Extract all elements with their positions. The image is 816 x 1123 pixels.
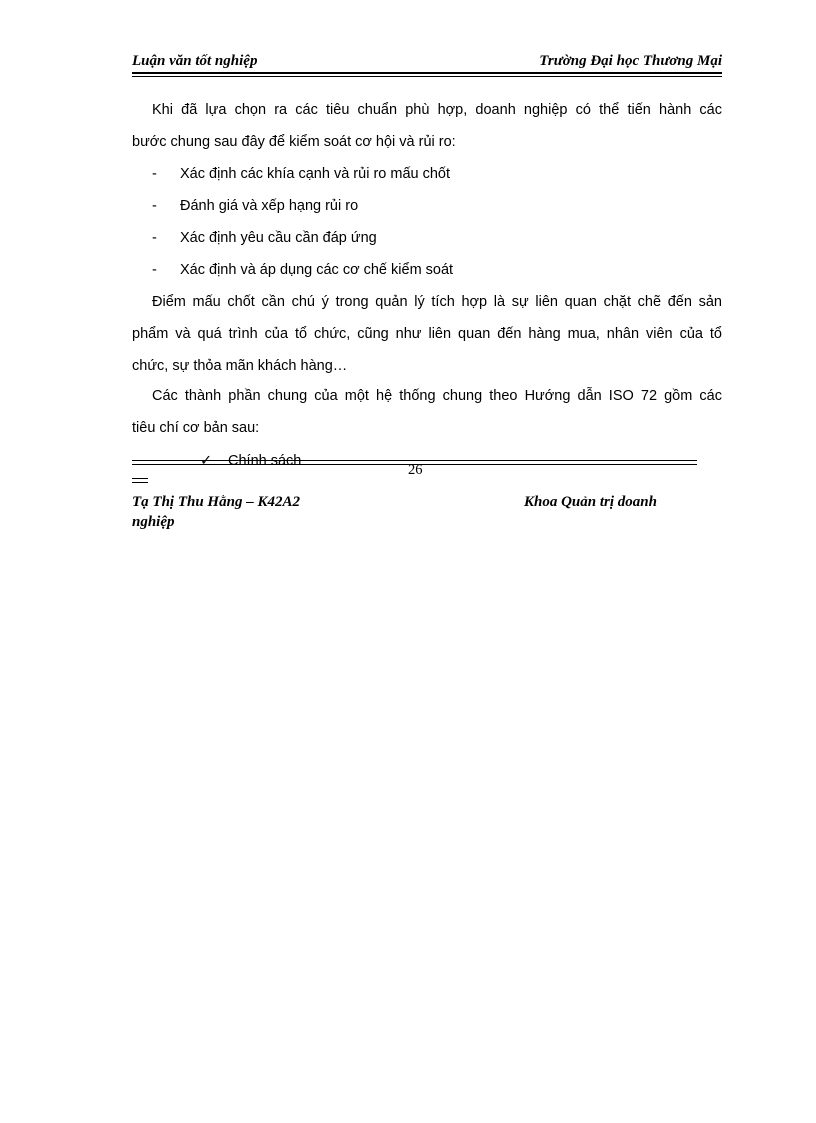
paragraph-3-line-1: Các thành phần chung của một hệ thống chung theo Hướng dẫn ISO 72 gồm các [152,388,722,404]
footer-author: Tạ Thị Thu Hằng – K42A2 [132,494,300,510]
header-thesis-label: Luận văn tốt nghiệp [132,53,258,69]
header-rule-thin [132,76,722,77]
check-item-label: Chính sách [228,453,302,469]
list-item: Xác định các khía cạnh và rủi ro mấu chốt [180,166,451,182]
paragraph-1-line-1: Khi đã lựa chọn ra các tiêu chuẩn phù hợp, doanh nghiệp có thể tiến hành các [152,102,722,118]
list-item: Xác định và áp dụng các cơ chế kiểm soát [180,262,454,278]
paragraph-2-line-2: phẩm và quá trình của tổ chức, cũng như liên quan đến hàng mua, nhân viên của tổ [132,326,722,342]
footer-faculty: Khoa Quản trị doanh [524,494,657,510]
paragraph-1-line-2: bước chung sau đây để kiểm soát cơ hội và rủi ro: [132,134,456,150]
paragraph-2-line-1: Điểm mấu chốt cần chú ý trong quản lý tích hợp là sự liên quan chặt chẽ đến sản [152,294,722,310]
paragraph-3-line-2: tiêu chí cơ bản sau: [132,420,260,436]
paragraph-2-line-3: chức, sự thỏa mãn khách hàng… [132,358,348,374]
check-icon: ✓ [200,453,213,469]
list-bullet: - [152,230,157,246]
footer-rule-short-bottom [132,482,148,483]
footer-rule-top [132,460,697,461]
list-bullet: - [152,166,157,182]
list-item: Xác định yêu cầu cần đáp ứng [180,230,377,246]
header-rule-thick [132,72,722,74]
list-bullet: - [152,198,157,214]
footer-rule-short-top [132,478,148,479]
header-university: Trường Đại học Thương Mại [539,53,722,69]
list-bullet: - [152,262,157,278]
page-number: 26 [408,462,423,478]
page-header [132,50,722,74]
list-item: Đánh giá và xếp hạng rủi ro [180,198,359,214]
footer-faculty-continued: nghiệp [132,514,175,530]
